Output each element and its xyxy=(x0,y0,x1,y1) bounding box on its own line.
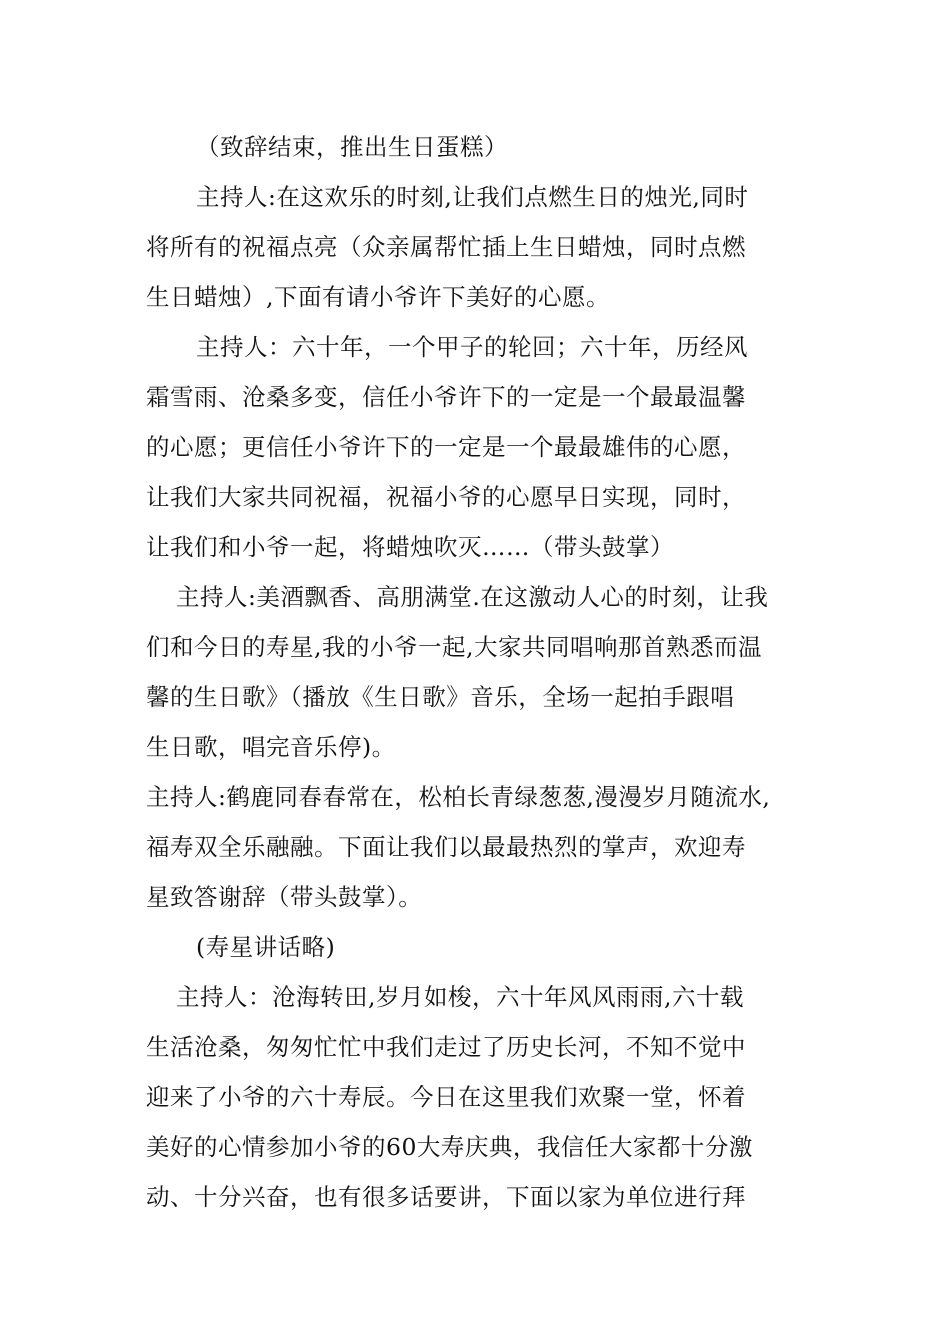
text-line: 让我们和小爷一起，将蜡烛吹灭……（带头鼓掌） xyxy=(146,533,674,561)
text-line: 迎来了小爷的六十寿辰。今日在这里我们欢聚一堂，怀着 xyxy=(146,1083,746,1111)
text-line: 霜雪雨、沧桑多变，信任小爷许下的一定是一个最最温馨 xyxy=(146,383,746,411)
text-line: 们和今日的寿星,我的小爷一起,大家共同唱响那首熟悉而温 xyxy=(146,633,762,661)
text-line: 星致答谢辞（带头鼓掌）。 xyxy=(146,883,423,911)
text-line: 生活沧桑，匆匆忙忙中我们走过了历史长河，不知不觉中 xyxy=(146,1033,746,1061)
text-line: 的心愿；更信任小爷许下的一定是一个最最雄伟的心愿， xyxy=(146,433,746,461)
text-line: 生日歌，唱完音乐停)。 xyxy=(146,733,396,761)
text-line: 主持人：六十年，一个甲子的轮回；六十年，历经风 xyxy=(196,333,748,361)
text-line: 福寿双全乐融融。下面让我们以最最热烈的掌声，欢迎寿 xyxy=(146,833,746,861)
text-line: 生日蜡烛）,下面有请小爷许下美好的心愿。 xyxy=(146,283,610,311)
text-line: 将所有的祝福点亮（众亲属帮忙插上生日蜡烛，同时点燃 xyxy=(146,233,746,261)
text-line: 主持人:在这欢乐的时刻,让我们点燃生日的烛光,同时 xyxy=(196,183,749,211)
text-line: 馨的生日歌》（播放《生日歌》音乐，全场一起拍手跟唱 xyxy=(146,683,735,711)
text-line: （致辞结束，推出生日蛋糕） xyxy=(196,133,508,161)
text-line: 主持人：沧海转田,岁月如梭，六十年风风雨雨,六十载 xyxy=(176,983,744,1011)
text-line: 美好的心情参加小爷的60大寿庆典，我信任大家都十分激 xyxy=(146,1133,753,1161)
text-line: 动、十分兴奋，也有很多话要讲，下面以家为单位进行拜 xyxy=(146,1183,746,1211)
text-line: 让我们大家共同祝福，祝福小爷的心愿早日实现，同时， xyxy=(146,483,746,511)
text-line: (寿星讲话略) xyxy=(196,933,336,961)
text-line: 主持人:鹤鹿同春春常在，松柏长青绿葱葱,漫漫岁月随流水, xyxy=(146,783,771,811)
text-line: 主持人:美酒飘香、高朋满堂.在这激动人心的时刻，让我 xyxy=(176,583,769,611)
